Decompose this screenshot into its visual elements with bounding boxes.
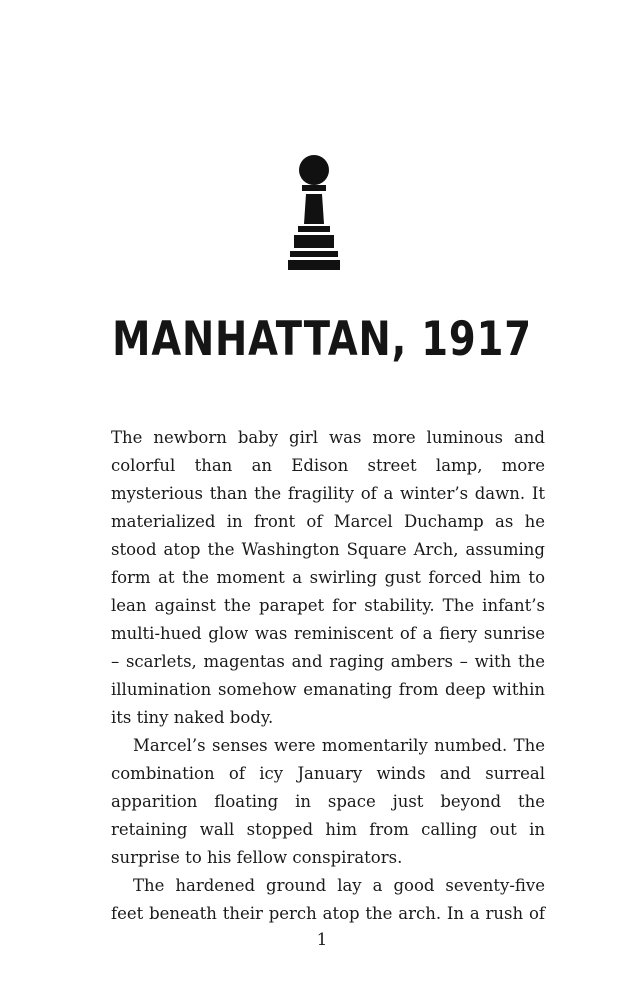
chapter-title: MANHATTAN, 1917 [112, 312, 532, 367]
paragraph: Marcel’s senses were momentarily numbed. The combination of icy January winds and surreal apparition floating in space just beyond the retaining wall stopped him from calling out in surprise to his fellow conspirators. [111, 736, 545, 867]
chess-pawn-icon [286, 154, 342, 270]
chapter-body [111, 424, 545, 928]
page-number: 1 [316, 930, 328, 949]
paragraph: The hardened ground lay a good seventy-five feet beneath their perch atop the arch. In a rush of [111, 876, 545, 923]
paragraph: The newborn baby girl was more luminous and colorful than an Edison street lamp, more mysterious than the fragility of a winter’s dawn. It materialized in front of Marcel Duchamp as he stood atop the Washington Square Arch, assuming form at the moment a swirling gust forced him to lean against the parapet for stability. The infant’s multi-hued glow was reminiscent of a fiery sunrise – scarlets, magentas and raging ambers – with the illumination somehow emanating from deep within its tiny naked body. [111, 428, 545, 727]
